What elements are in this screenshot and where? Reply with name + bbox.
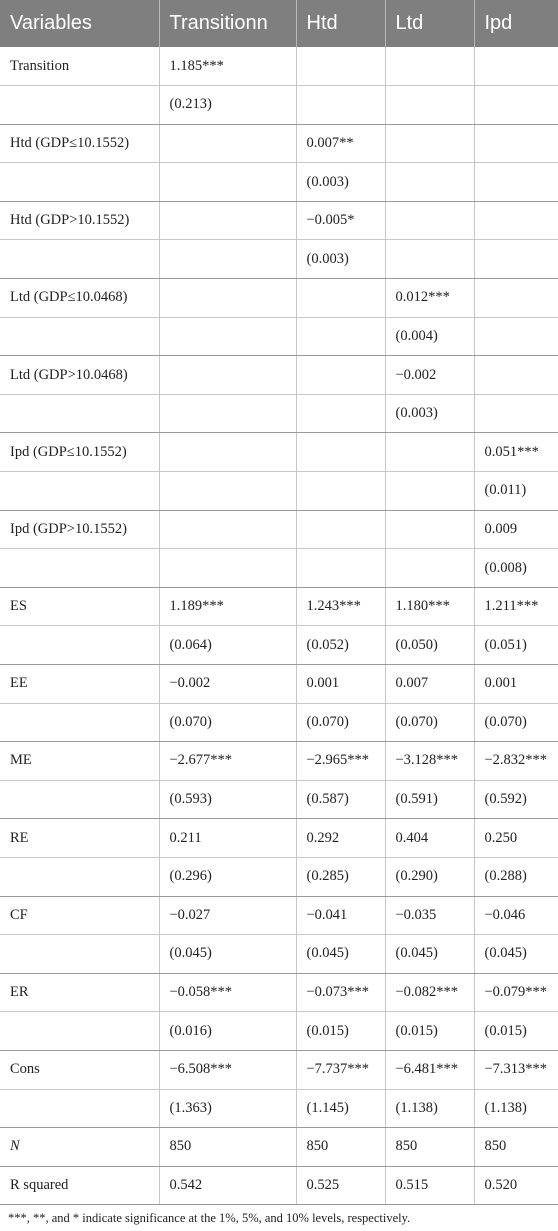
table-cell: 1.189***: [159, 587, 296, 626]
table-cell: [474, 394, 558, 433]
table-cell: 0.051***: [474, 433, 558, 472]
table-cell: (0.015): [474, 1012, 558, 1051]
row-label: N: [0, 1128, 159, 1167]
table-row: [0, 742, 558, 781]
table-row: [0, 780, 558, 819]
table-cell: [474, 163, 558, 202]
row-label: EE: [0, 665, 159, 704]
table-row: [0, 857, 558, 896]
table-cell: 1.243***: [296, 587, 385, 626]
table-cell: −0.082***: [385, 973, 474, 1012]
table-footnote: ***, **, and * indicate significance at the 1%, 5%, and 10% levels, respectively.: [8, 1211, 411, 1226]
row-label: [0, 394, 159, 433]
table-cell: 0.515: [385, 1166, 474, 1205]
table-row: [0, 124, 558, 163]
table-cell: −0.002: [159, 665, 296, 704]
table-cell: −2.677***: [159, 742, 296, 781]
table-cell: 850: [296, 1128, 385, 1167]
table-cell: −2.965***: [296, 742, 385, 781]
row-label: [0, 626, 159, 665]
row-label: [0, 703, 159, 742]
table-cell: [385, 47, 474, 86]
table-cell: 0.007: [385, 665, 474, 704]
table-cell: 0.525: [296, 1166, 385, 1205]
table-cell: (0.051): [474, 626, 558, 665]
table-cell: [474, 279, 558, 318]
table-row: [0, 1166, 558, 1205]
table-cell: 0.012***: [385, 279, 474, 318]
table-cell: −0.046: [474, 896, 558, 935]
table-cell: (0.016): [159, 1012, 296, 1051]
row-label: [0, 935, 159, 974]
table-row: [0, 433, 558, 472]
row-label: [0, 472, 159, 511]
table-cell: [385, 201, 474, 240]
table-cell: [296, 86, 385, 125]
row-label: [0, 857, 159, 896]
table-cell: [474, 86, 558, 125]
table-cell: (0.285): [296, 857, 385, 896]
table-row: [0, 1089, 558, 1128]
table-cell: 0.542: [159, 1166, 296, 1205]
table-cell: −0.073***: [296, 973, 385, 1012]
table-cell: (0.290): [385, 857, 474, 896]
table-cell: [385, 549, 474, 588]
table-cell: −0.041: [296, 896, 385, 935]
table-cell: 850: [159, 1128, 296, 1167]
table-cell: [159, 549, 296, 588]
table-cell: 0.520: [474, 1166, 558, 1205]
header-ltd: Ltd: [385, 0, 474, 47]
table-row: [0, 1050, 558, 1089]
table-cell: 850: [474, 1128, 558, 1167]
table-cell: (0.592): [474, 780, 558, 819]
table-cell: [296, 510, 385, 549]
table-row: [0, 394, 558, 433]
table-cell: 0.211: [159, 819, 296, 858]
table-cell: 0.001: [296, 665, 385, 704]
table-row: [0, 896, 558, 935]
row-label: R squared: [0, 1166, 159, 1205]
row-label: Ipd (GDP>10.1552): [0, 510, 159, 549]
table-cell: [159, 472, 296, 511]
row-label: [0, 86, 159, 125]
table-cell: 0.007**: [296, 124, 385, 163]
row-label: ME: [0, 742, 159, 781]
table-cell: (0.015): [385, 1012, 474, 1051]
table-row: [0, 317, 558, 356]
row-label: CF: [0, 896, 159, 935]
table-cell: 0.001: [474, 665, 558, 704]
table-cell: 0.009: [474, 510, 558, 549]
table-cell: −0.005*: [296, 201, 385, 240]
table-cell: −7.737***: [296, 1050, 385, 1089]
header-variables: Variables: [0, 0, 159, 47]
table-cell: (0.070): [296, 703, 385, 742]
table-cell: [159, 356, 296, 395]
table-row: [0, 510, 558, 549]
table-cell: −2.832***: [474, 742, 558, 781]
table-cell: [385, 510, 474, 549]
table-cell: 1.185***: [159, 47, 296, 86]
table-cell: −0.002: [385, 356, 474, 395]
table-cell: [474, 356, 558, 395]
table-cell: [159, 240, 296, 279]
table-cell: [385, 240, 474, 279]
table-cell: [296, 47, 385, 86]
table-cell: (0.070): [159, 703, 296, 742]
row-label: Ipd (GDP≤10.1552): [0, 433, 159, 472]
table-cell: −7.313***: [474, 1050, 558, 1089]
table-cell: [159, 510, 296, 549]
row-label: RE: [0, 819, 159, 858]
table-cell: [296, 317, 385, 356]
table-row: [0, 201, 558, 240]
table-cell: 0.292: [296, 819, 385, 858]
table-cell: (0.004): [385, 317, 474, 356]
table-cell: [474, 47, 558, 86]
row-label: Transition: [0, 47, 159, 86]
row-label: Ltd (GDP≤10.0468): [0, 279, 159, 318]
table-cell: (0.003): [296, 240, 385, 279]
table-cell: (0.213): [159, 86, 296, 125]
header-transitionn: Transitionn: [159, 0, 296, 47]
row-label: [0, 163, 159, 202]
table-cell: (0.050): [385, 626, 474, 665]
table-cell: [474, 240, 558, 279]
table-cell: −0.079***: [474, 973, 558, 1012]
table-cell: (0.008): [474, 549, 558, 588]
table-cell: (0.045): [296, 935, 385, 974]
row-label: [0, 240, 159, 279]
table-cell: [159, 163, 296, 202]
table-cell: (0.070): [385, 703, 474, 742]
table-cell: [159, 317, 296, 356]
row-label: [0, 1012, 159, 1051]
table-row: [0, 279, 558, 318]
row-label: [0, 317, 159, 356]
table-row: [0, 703, 558, 742]
table-cell: [296, 433, 385, 472]
table-cell: (1.138): [385, 1089, 474, 1128]
row-label: Ltd (GDP>10.0468): [0, 356, 159, 395]
table-cell: [159, 124, 296, 163]
row-label: [0, 780, 159, 819]
table-cell: (1.145): [296, 1089, 385, 1128]
table-cell: (0.015): [296, 1012, 385, 1051]
table-cell: [385, 124, 474, 163]
table-cell: [385, 163, 474, 202]
table-cell: [296, 549, 385, 588]
table-cell: (0.045): [385, 935, 474, 974]
table-cell: [296, 394, 385, 433]
row-label: Cons: [0, 1050, 159, 1089]
header-htd: Htd: [296, 0, 385, 47]
row-label: [0, 549, 159, 588]
table-cell: [159, 394, 296, 433]
table-cell: (0.591): [385, 780, 474, 819]
table-cell: [474, 201, 558, 240]
table-cell: [159, 433, 296, 472]
row-label: ES: [0, 587, 159, 626]
table-row: [0, 240, 558, 279]
row-label: [0, 1089, 159, 1128]
table-cell: (1.363): [159, 1089, 296, 1128]
table-row: [0, 973, 558, 1012]
header-row: [0, 0, 558, 47]
table-cell: (1.138): [474, 1089, 558, 1128]
table-cell: 850: [385, 1128, 474, 1167]
table-cell: 0.404: [385, 819, 474, 858]
table-cell: −3.128***: [385, 742, 474, 781]
table-cell: [296, 356, 385, 395]
table-cell: (0.045): [159, 935, 296, 974]
table-cell: 0.250: [474, 819, 558, 858]
table-row: [0, 472, 558, 511]
table-row: [0, 935, 558, 974]
table-cell: [474, 317, 558, 356]
table-cell: 1.211***: [474, 587, 558, 626]
table-row: [0, 1012, 558, 1051]
table-row: [0, 819, 558, 858]
table-row: [0, 47, 558, 86]
table-row: [0, 163, 558, 202]
table-cell: [159, 279, 296, 318]
table-cell: [385, 472, 474, 511]
table-cell: 1.180***: [385, 587, 474, 626]
table-cell: (0.070): [474, 703, 558, 742]
table-cell: [159, 201, 296, 240]
table-cell: [474, 124, 558, 163]
table-cell: −0.027: [159, 896, 296, 935]
table-cell: −0.058***: [159, 973, 296, 1012]
table-row: [0, 626, 558, 665]
table-row: [0, 665, 558, 704]
table-row: [0, 1128, 558, 1167]
table-cell: −6.508***: [159, 1050, 296, 1089]
table-cell: [385, 433, 474, 472]
table-cell: [385, 86, 474, 125]
header-ipd: Ipd: [474, 0, 558, 47]
table-cell: (0.296): [159, 857, 296, 896]
row-label: ER: [0, 973, 159, 1012]
table-header: [0, 0, 558, 47]
table-cell: (0.064): [159, 626, 296, 665]
table-row: [0, 86, 558, 125]
table-row: [0, 549, 558, 588]
table-cell: (0.003): [296, 163, 385, 202]
table-cell: (0.003): [385, 394, 474, 433]
table-cell: [296, 279, 385, 318]
row-label: Htd (GDP≤10.1552): [0, 124, 159, 163]
table-row: [0, 587, 558, 626]
table-cell: −6.481***: [385, 1050, 474, 1089]
table-body: [0, 47, 558, 1205]
table-cell: (0.593): [159, 780, 296, 819]
table-cell: (0.587): [296, 780, 385, 819]
table-cell: −0.035: [385, 896, 474, 935]
table-cell: (0.052): [296, 626, 385, 665]
table-cell: (0.045): [474, 935, 558, 974]
table-cell: (0.288): [474, 857, 558, 896]
table-cell: [296, 472, 385, 511]
row-label: Htd (GDP>10.1552): [0, 201, 159, 240]
table-row: [0, 356, 558, 395]
table-cell: (0.011): [474, 472, 558, 511]
